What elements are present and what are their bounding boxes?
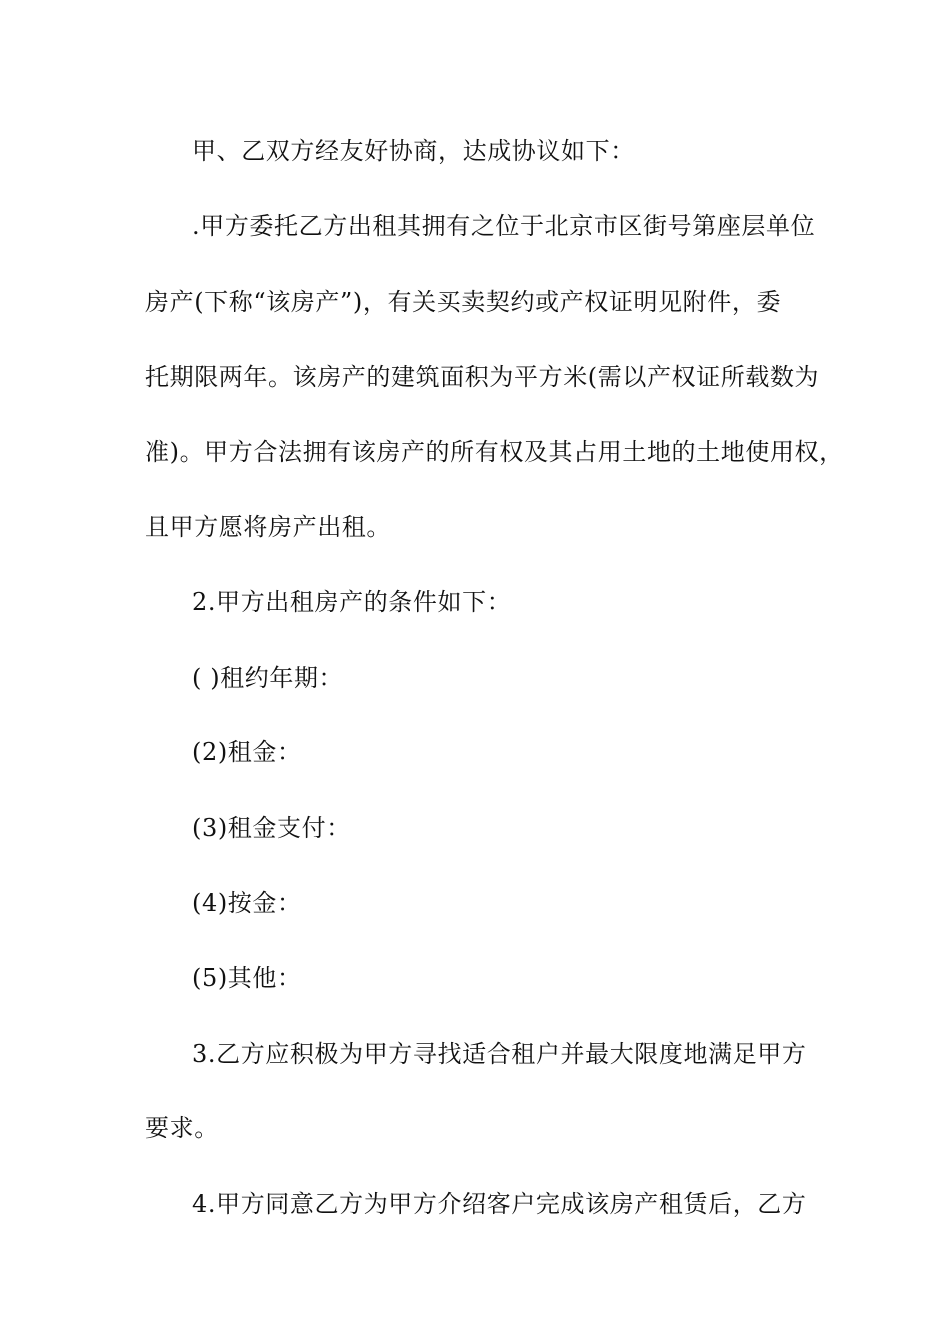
clause-2-item-2: (2)租金： bbox=[192, 738, 302, 766]
clause-1-line-4: 准)。甲方合法拥有该房产的所有权及其占用土地的土地使用权， bbox=[145, 438, 844, 466]
clause-1-line-1: .甲方委托乙方出租其拥有之位于北京市区街号第座层单位 bbox=[192, 212, 816, 240]
paragraph-intro: 甲、乙双方经友好协商，达成协议如下： bbox=[192, 137, 635, 165]
clause-4-line-1: 4.甲方同意乙方为甲方介绍客户完成该房产租赁后，乙方 bbox=[192, 1190, 807, 1218]
clause-2-item-3: (3)租金支付： bbox=[192, 814, 351, 842]
clause-1-line-3: 托期限两年。该房产的建筑面积为平方米(需以产权证所载数为 bbox=[145, 363, 820, 391]
clause-1-line-2: 房产(下称“该房产”)，有关买卖契约或产权证明见附件，委 bbox=[145, 288, 782, 316]
clause-3-line-2: 要求。 bbox=[145, 1114, 219, 1142]
clause-2-heading: 2.甲方出租房产的条件如下： bbox=[192, 588, 512, 616]
clause-2-item-4: (4)按金： bbox=[192, 889, 302, 917]
clause-1-line-5: 且甲方愿将房产出租。 bbox=[145, 513, 391, 541]
clause-3-line-1: 3.乙方应积极为甲方寻找适合租户并最大限度地满足甲方 bbox=[192, 1040, 807, 1068]
clause-2-item-5: (5)其他： bbox=[192, 964, 302, 992]
clause-2-item-1: ( )租约年期： bbox=[192, 664, 344, 692]
